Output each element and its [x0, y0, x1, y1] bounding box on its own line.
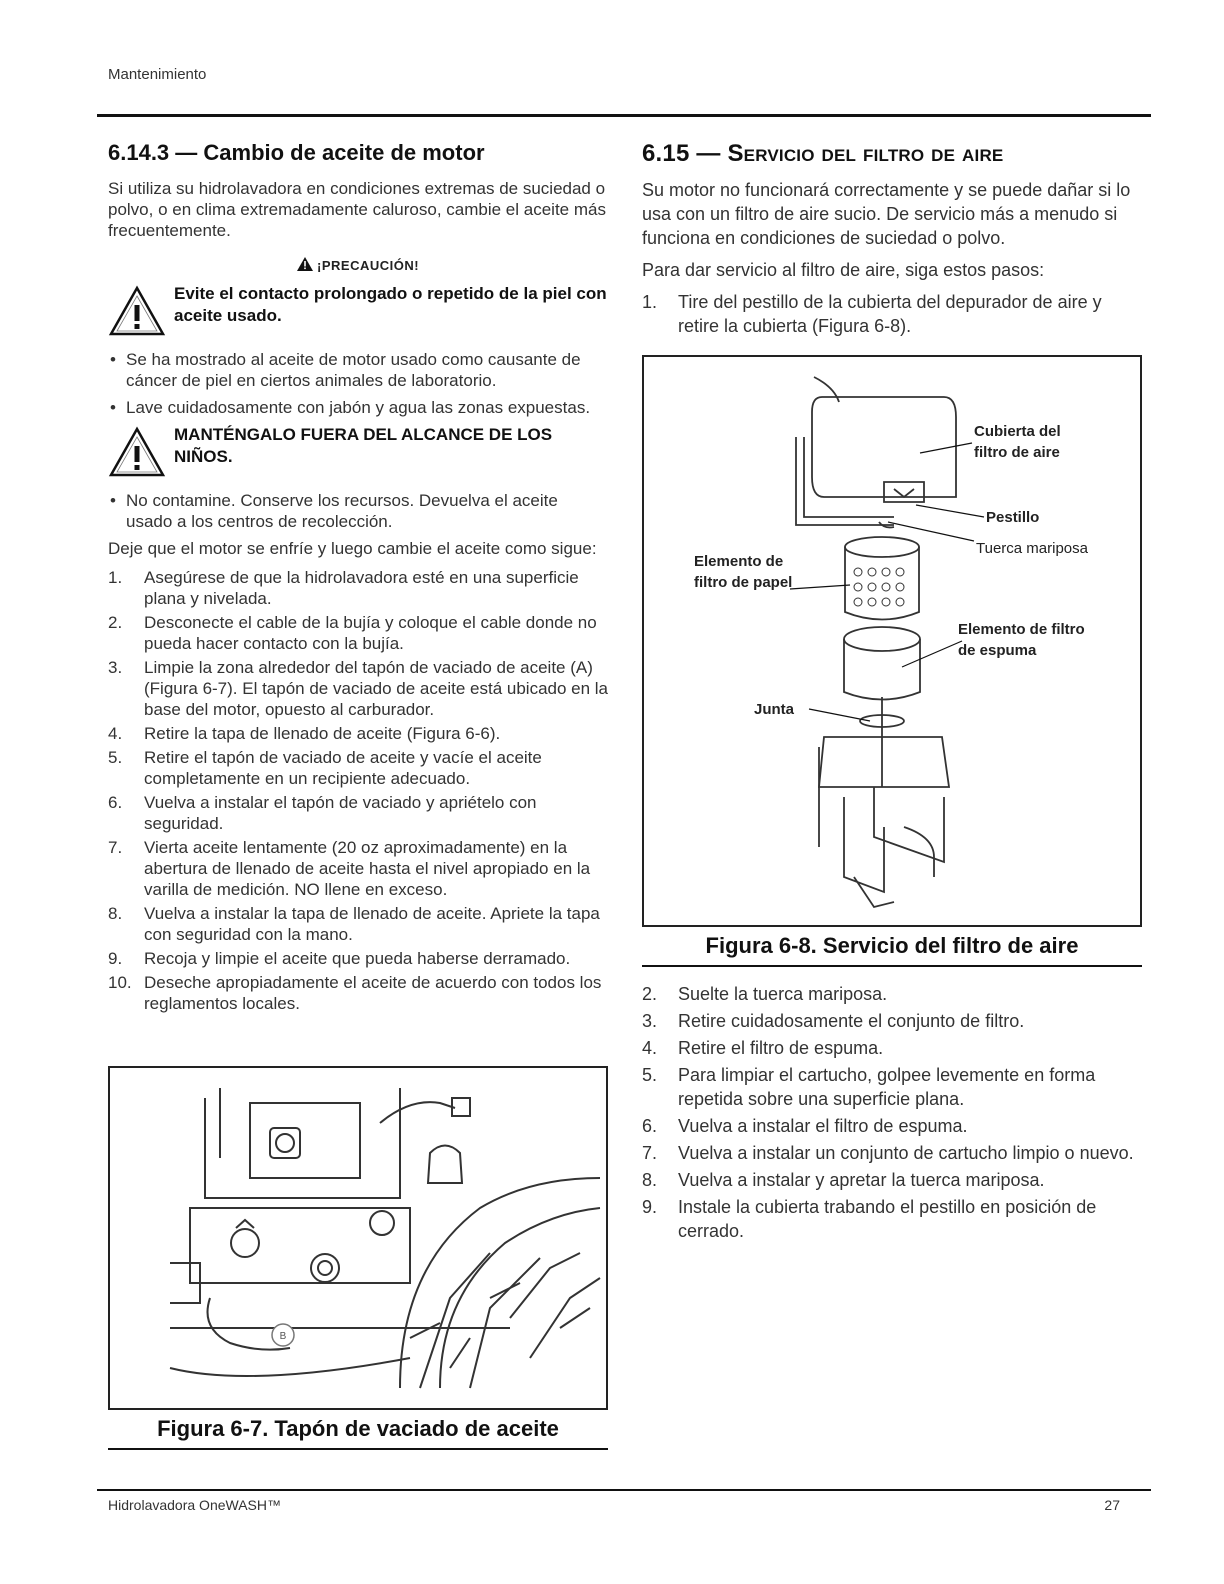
warning-used-oil — [108, 283, 608, 339]
list-item: 9. Recoja y limpie el aceite que pueda haberse derramado. — [108, 949, 571, 968]
air-filter-steps — [642, 982, 1142, 1246]
air-filter-intro: Su motor no funcionará correctamente y se puede dañar si lo usa con un filtro de aire sucio. De servicio más a menudo si funciona en condiciones de suciedad o polvo. — [642, 180, 1131, 248]
warning-used-oil-text: Evite el contacto prolongado o repetido de la piel con aceite usado. — [174, 284, 607, 325]
list-item: 4. Retire la tapa de llenado de aceite (Figura 6-6). — [108, 724, 501, 743]
section-title-oil-change: 6.14.3 — Cambio de aceite de motor — [108, 140, 485, 165]
list-item: • Lave cuidadosamente con jabón y agua las zonas expuestas. — [108, 397, 608, 418]
recycle-bullets — [108, 490, 608, 532]
running-header: Mantenimiento — [108, 66, 207, 83]
left-column — [108, 140, 608, 1017]
list-item: 2. Desconecte el cable de la bujía y coloque el cable donde no pueda hacer contacto con la bujía. — [108, 613, 597, 653]
warning-triangle-icon — [108, 426, 166, 478]
section-title-air-filter: 6.15 — Servicio del filtro de aire — [642, 140, 1004, 167]
label-paper-element: Elemento de filtro de papel — [694, 553, 793, 591]
list-item: 3. Limpie la zona alrededor del tapón de vaciado de aceite (A) (Figura 6-7). El tapón de vaciado de aceite está ubicado en la base del motor, opuesto al carburador. — [108, 658, 609, 719]
figure-6-7 — [108, 1066, 608, 1410]
air-filter-step1 — [642, 290, 1142, 338]
warning-children-text: MANTÉNGALO FUERA DEL ALCANCE DE LOS NIÑOS. — [174, 425, 553, 466]
list-item: 3. Retire cuidadosamente el conjunto de filtro. — [642, 1011, 1025, 1031]
label-wingnut: Tuerca mariposa — [976, 540, 1088, 557]
list-item: 8. Vuelva a instalar y apretar la tuerca mariposa. — [642, 1170, 1045, 1190]
list-item: 6. Vuelva a instalar el tapón de vaciado y apriételo con seguridad. — [108, 793, 537, 833]
oil-lead: Deje que el motor se enfríe y luego cambie el aceite como sigue: — [108, 539, 597, 558]
caution-label: ¡PRECAUCIÓN! — [317, 258, 420, 273]
page-number: 27 — [1104, 1497, 1120, 1513]
label-foam-element: Elemento de filtro de espuma — [958, 621, 1085, 659]
footer-rule — [97, 1489, 1151, 1491]
callout-label: B — [279, 1331, 287, 1342]
list-item: 7. Vierta aceite lentamente (20 oz aproximadamente) en la abertura de llenado de aceite hasta el nivel apropiado en la varilla de medición. NO llene en exceso. — [108, 838, 591, 899]
right-column — [642, 140, 1142, 341]
list-item: 1. Tire del pestillo de la cubierta del depurador de aire y retire la cubierta (Figura 6-8). — [642, 292, 1102, 336]
footer-product: Hidrolavadora OneWASH™ — [108, 1497, 281, 1513]
warning-children — [108, 424, 608, 480]
used-oil-bullets — [108, 349, 608, 418]
list-item: 2. Suelte la tuerca mariposa. — [642, 984, 888, 1004]
header-rule — [97, 114, 1151, 117]
list-item: 5. Para limpiar el cartucho, golpee levemente en forma repetida sobre una superficie plana. — [642, 1065, 1096, 1109]
list-item: 4. Retire el filtro de espuma. — [642, 1038, 884, 1058]
list-item: 10. Deseche apropiadamente el aceite de acuerdo con todos los reglamentos locales. — [108, 973, 602, 1013]
list-item: 5. Retire el tapón de vaciado de aceite y vacíe el aceite completamente en un recipiente adecuado. — [108, 748, 542, 788]
list-item: 7. Vuelva a instalar un conjunto de cartucho limpio o nuevo. — [642, 1143, 1134, 1163]
warning-triangle-icon — [108, 285, 166, 337]
figure-6-7-caption: Figura 6-7. Tapón de vaciado de aceite — [108, 1408, 608, 1450]
warning-icon — [297, 257, 313, 271]
label-cover: Cubierta del filtro de aire — [974, 423, 1061, 461]
figure-6-8-caption: Figura 6-8. Servicio del filtro de aire — [642, 925, 1142, 967]
figure-6-8 — [642, 355, 1142, 927]
oil-drain-illustration — [110, 1068, 606, 1408]
list-item: 1. Asegúrese de que la hidrolavadora esté en una superficie plana y nivelada. — [108, 568, 579, 608]
list-item: • No contamine. Conserve los recursos. Devuelva el aceite usado a los centros de recolección. — [108, 490, 608, 532]
list-item: • Se ha mostrado al aceite de motor usado como causante de cáncer de piel en ciertos animales de laboratorio. — [108, 349, 608, 391]
oil-change-steps — [108, 567, 608, 1014]
label-gasket: Junta — [754, 701, 795, 718]
oil-intro: Si utiliza su hidrolavadora en condiciones extremas de suciedad o polvo, o en clima extremadamente caluroso, cambie el aceite más frecuentemente. — [108, 179, 606, 240]
list-item: 6. Vuelva a instalar el filtro de espuma. — [642, 1116, 968, 1136]
list-item: 8. Vuelva a instalar la tapa de llenado de aceite. Apriete la tapa con seguridad con la mano. — [108, 904, 600, 944]
list-item: 9. Instale la cubierta trabando el pestillo en posición de cerrado. — [642, 1197, 1097, 1241]
caution-heading — [108, 257, 608, 273]
label-latch: Pestillo — [986, 509, 1040, 526]
air-filter-lead: Para dar servicio al filtro de aire, siga estos pasos: — [642, 260, 1045, 280]
